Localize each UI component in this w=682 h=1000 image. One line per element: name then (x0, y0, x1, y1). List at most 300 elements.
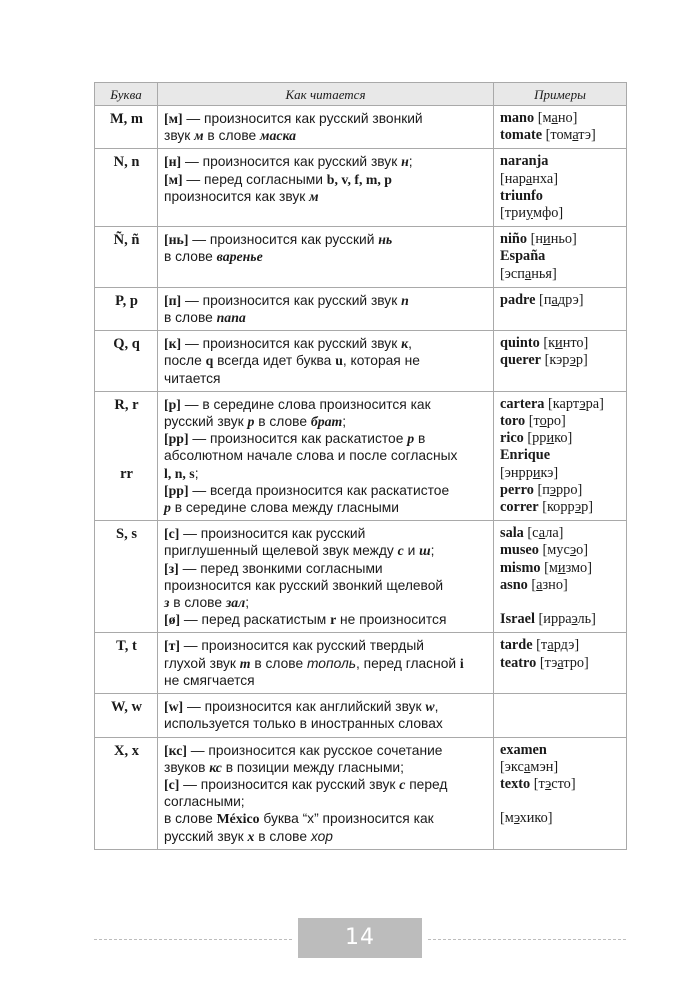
text-segment: глухой звук (164, 655, 240, 671)
text-segment: ньо] (550, 231, 577, 248)
letter-cell (95, 149, 158, 227)
text-segment: [рр] (164, 431, 189, 447)
example-line (500, 465, 624, 482)
text-segment: [экс (500, 758, 525, 775)
example-line (500, 499, 624, 516)
example-line (500, 127, 624, 144)
text-segment: в слове (203, 128, 261, 144)
reading-line (164, 188, 488, 205)
text-segment: в середине слова между гласными (170, 500, 399, 516)
text-segment: маска (260, 128, 297, 144)
text-segment: [н] (164, 154, 182, 170)
example-line (500, 542, 624, 559)
letter-label: Ñ, ñ (113, 232, 140, 249)
text-segment: ; (245, 595, 250, 611)
reading-line (164, 171, 488, 188)
example-line (500, 413, 624, 430)
text-segment: [т (532, 637, 548, 654)
reading-line (164, 292, 488, 309)
letter-label: N, n (113, 154, 140, 171)
text-segment: quinto (500, 335, 540, 352)
text-segment: всегда идет буква (213, 353, 336, 369)
text-segment: ро] (546, 413, 566, 430)
letter-label: R, r (114, 396, 139, 413)
text-segment: — всегда произносится как раскатистое (188, 482, 450, 498)
text-segment: — произносится как русский звук (181, 292, 402, 308)
reading-cell (158, 633, 494, 694)
text-segment: [п] (164, 292, 182, 308)
text-segment: [м] (164, 111, 183, 126)
text-segment: [н (527, 231, 544, 248)
text-segment: э (574, 499, 582, 516)
text-segment: кс (209, 759, 222, 775)
text-segment: l, n, s (164, 465, 195, 481)
text-segment: sala (500, 525, 524, 542)
text-segment: , (434, 699, 439, 715)
letter-label: M, m (109, 111, 143, 127)
text-segment: м (194, 128, 204, 144)
text-segment: correr (500, 499, 539, 516)
text-segment: [м] (164, 171, 183, 187)
text-segment: кэ] (540, 464, 559, 481)
text-segment: звуков (164, 759, 210, 775)
reading-line (164, 759, 488, 776)
text-segment: mismo (500, 559, 541, 576)
reading-line (164, 542, 488, 559)
text-segment: querer (500, 352, 542, 369)
reading-line (164, 110, 488, 127)
reading-line (164, 231, 488, 248)
text-segment: у (525, 205, 533, 222)
reading-line (164, 742, 488, 759)
text-segment: и (532, 464, 541, 481)
table-row (95, 331, 627, 392)
text-segment: — произносится как русский твердый (179, 638, 424, 654)
text-segment: naranja (500, 153, 549, 170)
text-segment: [ø] (164, 612, 181, 628)
examples-cell (494, 106, 627, 149)
text-segment: b, v, f, m, p (326, 171, 392, 187)
text-segment: р] (581, 499, 594, 516)
text-segment: examen (500, 741, 547, 758)
examples-cell (494, 227, 627, 288)
text-segment: о] (576, 542, 589, 559)
example-line (500, 430, 624, 447)
text-segment: после (164, 353, 206, 369)
text-segment: [мус (538, 542, 570, 559)
text-segment: — произносится как русский звонкий (182, 111, 423, 126)
text-segment: с (399, 776, 406, 792)
header-letter: Буква (95, 83, 158, 106)
text-segment: зно] (542, 576, 568, 593)
header-reading: Как читается (158, 83, 494, 106)
text-segment: э (569, 352, 576, 369)
text-segment: niño (500, 231, 528, 248)
text-segment: не произносится (336, 612, 447, 628)
letter-label: Q, q (113, 336, 140, 353)
text-segment: ; (342, 414, 347, 430)
text-segment: р] (575, 352, 588, 369)
text-segment: а (547, 637, 554, 654)
text-segment: тро] (563, 654, 589, 671)
text-segment: u (335, 353, 343, 369)
examples-cell (494, 694, 627, 737)
example-line (500, 637, 624, 654)
text-segment: а (572, 127, 579, 144)
example-line (500, 266, 624, 283)
text-segment: — перед согласными (182, 171, 327, 187)
text-segment: Israel (500, 611, 535, 628)
text-segment: — произносится как раскатистое (188, 431, 408, 447)
text-segment: toro (500, 413, 526, 430)
text-segment: cartera (500, 395, 545, 412)
text-segment: н (401, 154, 409, 170)
reading-cell (158, 106, 494, 149)
text-segment: перед (405, 776, 448, 792)
text-segment: [эсп (500, 265, 525, 282)
table-row (95, 106, 627, 149)
text-segment: э (579, 395, 586, 412)
text-segment: mano (500, 110, 535, 126)
text-segment: museo (500, 542, 539, 559)
table-row (95, 391, 627, 520)
text-segment: нто] (562, 335, 589, 352)
example-line (500, 231, 624, 248)
reading-line (164, 430, 488, 447)
text-segment: звук (164, 128, 195, 144)
text-segment: в позиции между гласными; (221, 759, 404, 775)
text-segment: [нар (500, 170, 526, 187)
letter-label-secondary: rr (120, 465, 133, 482)
letter-cell (95, 737, 158, 849)
reading-line (164, 715, 488, 732)
reading-line (164, 577, 488, 594)
text-segment: [карт (544, 395, 580, 412)
text-segment: используется только в иностранных словах (164, 716, 443, 732)
text-segment: в слове (254, 414, 311, 430)
reading-line (164, 655, 488, 672)
example-line (500, 525, 624, 542)
text-segment: папа (216, 310, 246, 326)
letter-label: S, s (116, 526, 137, 543)
reading-cell (158, 227, 494, 288)
text-segment: согласными; (164, 794, 245, 810)
text-segment: triunfo (500, 187, 543, 204)
examples-cell (494, 391, 627, 520)
reading-line (164, 153, 488, 170)
table-row (95, 737, 627, 849)
letter-cell (95, 633, 158, 694)
example-line (500, 482, 624, 499)
reading-cell (158, 149, 494, 227)
page-number: 14 (298, 918, 422, 958)
text-segment: о (539, 413, 547, 430)
reading-line (164, 776, 488, 793)
reading-line (164, 127, 488, 144)
text-segment: i (459, 655, 464, 671)
text-segment: и (403, 543, 420, 559)
text-segment: р (407, 431, 415, 447)
text-segment: [к (539, 335, 556, 352)
letter-label: X, x (114, 742, 139, 759)
text-segment: дрэ] (557, 291, 584, 308)
text-segment: м (309, 188, 319, 204)
text-segment: ко] (554, 430, 573, 447)
example-line (500, 560, 624, 577)
reading-line (164, 352, 488, 369)
text-segment: [ (527, 576, 537, 593)
text-segment: в слове (250, 655, 307, 671)
text-segment: в (414, 431, 426, 447)
reading-line (164, 828, 488, 845)
footer-right-dashes (428, 939, 626, 940)
letter-cell (95, 694, 158, 737)
text-segment: — произносится как русский звук (179, 776, 400, 792)
reading-line (164, 309, 488, 326)
text-segment: [п (533, 481, 550, 498)
text-segment: — в середине слова произносится как (180, 396, 431, 412)
text-segment: нха] (532, 170, 558, 187)
text-segment: — произносится как русский звук (181, 154, 402, 170)
example-line (500, 110, 624, 127)
text-segment: [том (542, 127, 573, 144)
text-segment: а (525, 170, 533, 187)
text-segment: [м (534, 110, 552, 126)
text-segment: мфо] (532, 205, 564, 222)
text-segment: приглушенный щелевой звук между (164, 543, 398, 559)
text-segment: хико] (519, 810, 553, 827)
example-line (500, 759, 624, 776)
text-segment: э (513, 810, 520, 827)
text-segment: r (330, 612, 337, 628)
table-row (95, 287, 627, 330)
text-segment: ра] (585, 395, 604, 412)
text-segment: padre (500, 291, 536, 308)
text-segment: но] (557, 110, 578, 126)
text-segment: [с (523, 525, 539, 542)
text-segment: [т] (164, 638, 180, 654)
text-segment: [нь] (164, 232, 189, 248)
text-segment: , перед гласной (355, 655, 460, 671)
reading-line (164, 525, 488, 542)
letter-cell (95, 521, 158, 633)
reading-cell (158, 737, 494, 849)
text-segment: [с] (164, 776, 180, 792)
text-segment: произносится как звук (164, 188, 310, 204)
text-segment: rico (500, 430, 524, 447)
text-segment: в слове (254, 828, 311, 844)
text-segment: а (551, 110, 558, 126)
text-segment: э (545, 775, 552, 792)
text-segment: в слове (164, 811, 217, 827)
text-segment: буква “х” произносится как (259, 811, 434, 827)
text-segment: tomate (500, 127, 543, 144)
example-line (500, 611, 624, 628)
reading-line (164, 594, 488, 611)
text-segment: нь (378, 232, 393, 248)
reading-cell (158, 521, 494, 633)
text-segment: [т (530, 775, 546, 792)
text-segment: абсолютном начале слова и после согласных (164, 448, 458, 464)
examples-cell (494, 287, 627, 330)
text-segment: варенье (216, 249, 263, 265)
text-segment: и (546, 430, 555, 447)
text-segment: [м (540, 559, 558, 576)
text-segment: с (397, 543, 404, 559)
reading-line (164, 611, 488, 628)
header-examples: Примеры (494, 83, 627, 106)
text-segment: брат (310, 414, 343, 430)
text-segment: э (571, 611, 578, 628)
reading-line (164, 447, 488, 464)
text-segment: не смягчается (164, 672, 255, 688)
text-segment: w (425, 699, 435, 715)
text-segment: а (551, 291, 558, 308)
text-segment: русский звук (164, 414, 248, 430)
letter-cell (95, 227, 158, 288)
text-segment: э (569, 542, 577, 559)
text-segment: и (555, 335, 563, 352)
text-segment: — произносится как русский (179, 526, 366, 542)
text-segment: тэ] (578, 127, 596, 144)
text-segment: хор (310, 828, 333, 844)
text-segment: México (216, 811, 260, 827)
example-line (500, 577, 624, 594)
letter-label: W, w (111, 699, 142, 716)
examples-cell (494, 521, 627, 633)
example-line (500, 742, 624, 759)
text-segment: Enrique (500, 447, 551, 464)
text-segment: perro (500, 481, 534, 498)
text-segment: asno (500, 576, 528, 593)
example-line (500, 335, 624, 352)
letter-cell (95, 391, 158, 520)
text-segment: — перед раскатистым (180, 612, 331, 628)
reading-line (164, 560, 488, 577)
text-segment: [к] (164, 336, 182, 352)
text-segment: читается (164, 370, 221, 386)
text-segment: , которая не (342, 353, 420, 369)
text-segment: тополь (306, 655, 356, 671)
text-segment: в слове (169, 595, 226, 611)
example-line (500, 396, 624, 413)
text-segment: и (557, 559, 566, 576)
letter-label: P, p (115, 292, 138, 309)
reading-cell (158, 331, 494, 392)
example-line (500, 171, 624, 188)
reading-line (164, 370, 488, 387)
text-segment: сто] (551, 775, 576, 792)
reading-cell (158, 391, 494, 520)
text-segment: ль] (577, 611, 596, 628)
text-segment: и (543, 231, 551, 248)
text-segment: [з] (164, 560, 179, 576)
text-segment: — произносится как русский звук (181, 336, 402, 352)
text-segment: España (500, 248, 546, 265)
text-segment: рдэ] (553, 637, 580, 654)
text-segment: — перед звонкими согласными (178, 560, 383, 576)
text-segment: х (247, 828, 255, 844)
text-segment: к (401, 336, 409, 352)
examples-cell (494, 737, 627, 849)
text-segment: а (524, 758, 531, 775)
text-segment: teatro (500, 654, 537, 671)
reading-line (164, 810, 488, 827)
reading-line (164, 248, 488, 265)
text-segment: ; (430, 543, 435, 559)
text-segment: texto (500, 775, 531, 792)
examples-cell (494, 149, 627, 227)
text-segment: [с] (164, 526, 180, 542)
text-segment: змо] (565, 559, 592, 576)
letter-label: T, t (116, 638, 137, 655)
text-segment: [w] (164, 699, 184, 715)
text-segment: а (557, 654, 564, 671)
text-segment: [ирра (534, 611, 572, 628)
reading-line (164, 413, 488, 430)
text-segment: в слове (164, 310, 217, 326)
text-segment: [кс] (164, 742, 187, 758)
examples-cell (494, 633, 627, 694)
text-segment: т (239, 655, 251, 671)
reading-cell (158, 287, 494, 330)
text-segment: а (538, 525, 546, 542)
letter-cell (95, 287, 158, 330)
example-line (500, 153, 624, 170)
example-line (500, 776, 624, 793)
text-segment: [р] (164, 396, 181, 412)
table-row (95, 694, 627, 737)
text-segment: э (549, 481, 557, 498)
example-line (500, 655, 624, 672)
example-line (500, 447, 624, 464)
text-segment: ; (194, 465, 199, 481)
text-segment: р (247, 414, 255, 430)
reading-line (164, 396, 488, 413)
text-segment: [м (500, 810, 514, 827)
text-segment: [рр (523, 430, 547, 447)
text-segment: ла] (545, 525, 564, 542)
text-segment: — произносится как русский (188, 232, 379, 248)
footer-left-dashes (94, 939, 292, 940)
example-line (500, 292, 624, 309)
reading-line (164, 499, 488, 516)
text-segment: произносится как русский звонкий щелевой (164, 577, 444, 593)
text-segment: [п (535, 291, 552, 308)
reading-cell (158, 694, 494, 737)
reading-line (164, 335, 488, 352)
reading-line (164, 793, 488, 810)
text-segment: р (164, 500, 171, 516)
text-segment: рро] (556, 481, 583, 498)
text-segment: ш (419, 543, 431, 559)
reading-line (164, 482, 488, 499)
text-segment: [три (500, 205, 526, 222)
text-segment: [тэ (536, 654, 558, 671)
text-segment: [т (525, 413, 540, 430)
text-segment: в слове (164, 249, 217, 265)
text-segment: [корр (538, 499, 575, 516)
text-segment: ; (408, 154, 413, 170)
alphabet-pronunciation-table (94, 82, 627, 850)
text-segment: — произносится как английский звук (183, 699, 426, 715)
example-line (500, 188, 624, 205)
table-header-row (95, 83, 627, 106)
reading-line (164, 672, 488, 689)
text-segment: з (164, 595, 170, 611)
text-segment: q (205, 353, 214, 369)
text-segment: русский звук (164, 828, 248, 844)
